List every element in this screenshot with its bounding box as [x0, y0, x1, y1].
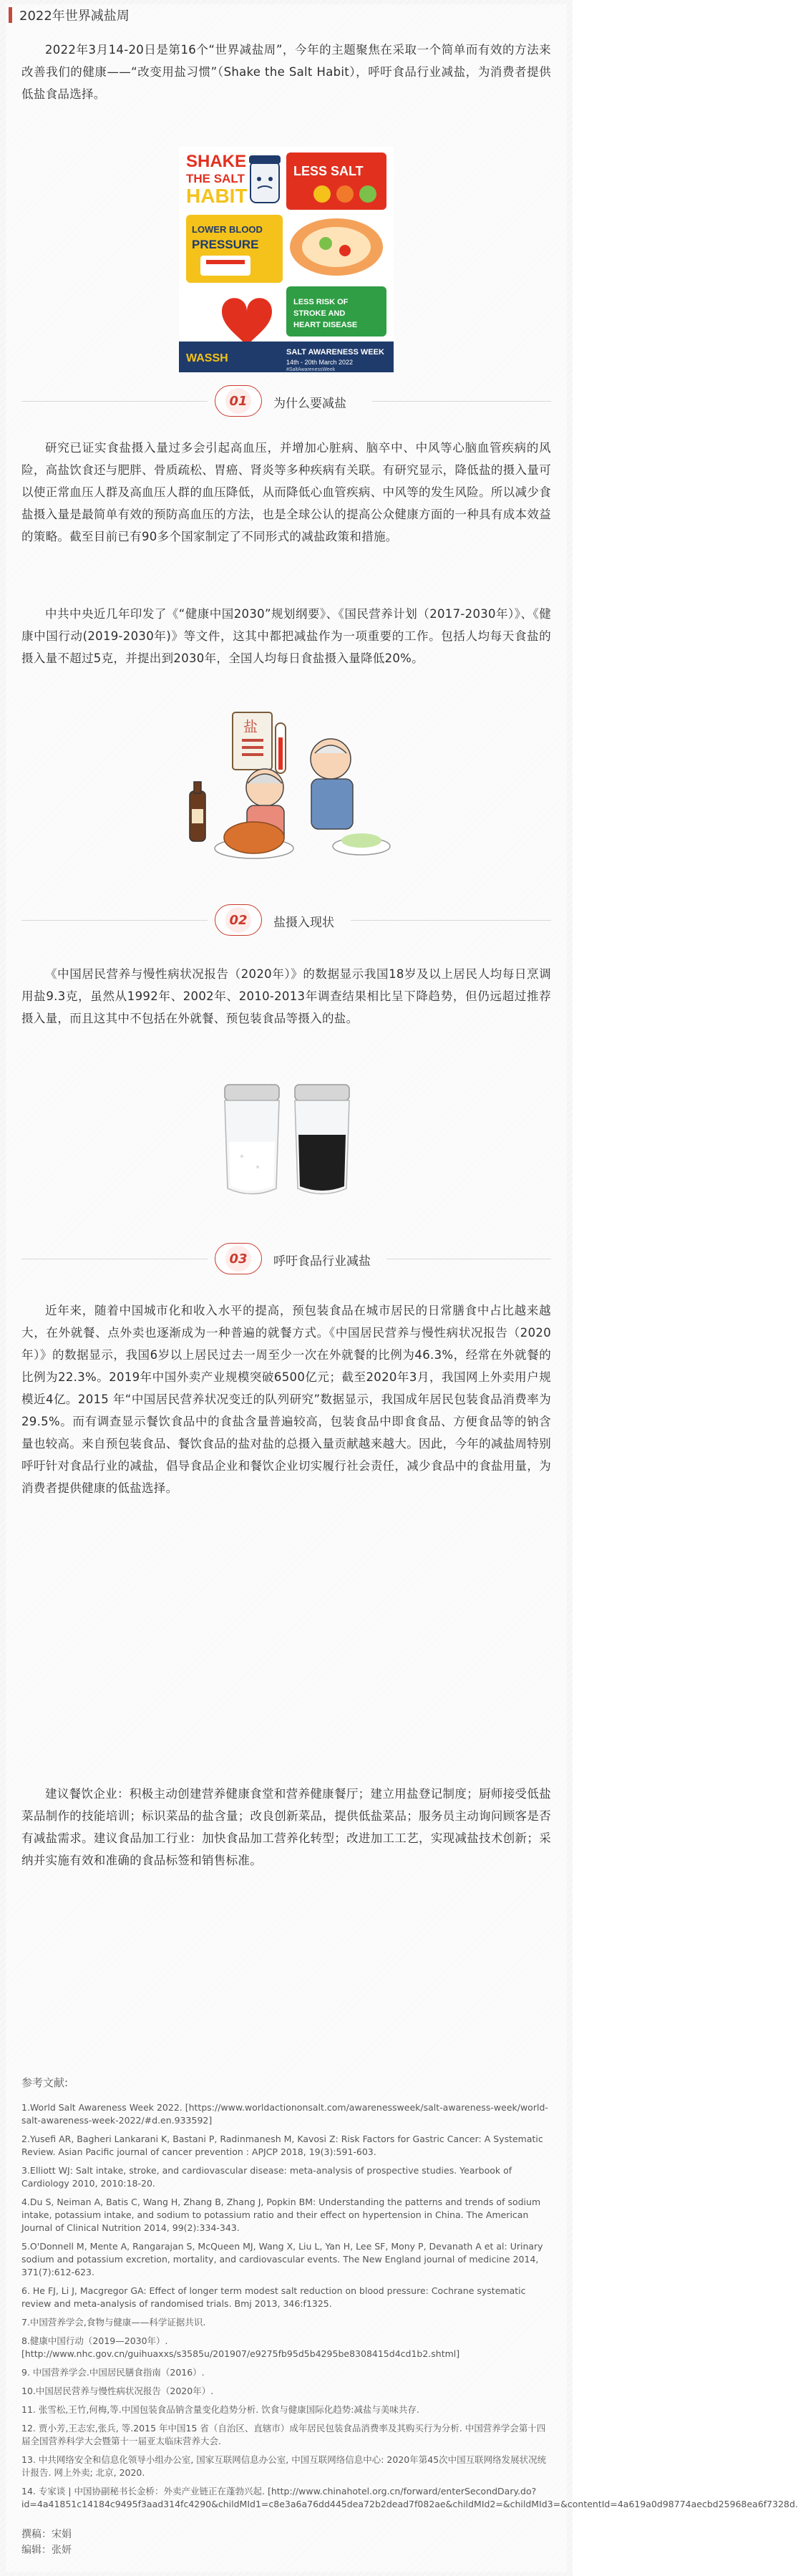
intro-paragraph: 2022年3月14-20日是第16个“世界减盐周”，今年的主题聚焦在采取一个简单而有效的方法来改善我们的健康——“改变用盐习惯”（Shake the Salt Habit），呼吁食品行业减盐，为消费者提供低盐食品选择。 [21, 43, 551, 101]
section-title: 为什么要减盐 [273, 397, 346, 411]
poster-less-salt: LESS SALT [293, 164, 364, 178]
elderly-couple-illustration [165, 709, 408, 859]
poster-hashtag: #SaltAwarenessWeek [286, 367, 336, 372]
reference-item: 1.World Salt Awareness Week 2022. [https://www.worldactiononsalt.com/awarenessweek/salt-awareness-week/world-salt-awareness-week-2022/#d.en.933592] [21, 2102, 548, 2126]
salt-sign-text: 盐 [243, 718, 258, 735]
reference-item: 2.Yusefi AR, Bagheri Lankarani K, Bastani P, Radinmanesh M, Kavosi Z: Risk Factors for Gastric Cancer: A Systematic Review. Asian Pacific journal of cancer prevention : APJCP 2018, 19(3):591-603. [21, 2134, 543, 2158]
divider-left [21, 920, 208, 921]
reference-item: 14. 专家谈 | 中国协副秘书长金桥：外卖产业链正在蓬勃兴起. [http://www.chinahotel.org.cn/forward/enterSecondDary.do?id=4a41851c14184c9495f3aad314fc4290&childMId1=c8e3a6a76dd445dea72b2dead7f082ae&childMId2=&childMId3=&contentId=4a619a0d98774aecbd25968ea6f7328d. [21, 2486, 798, 2510]
poster-less-risk-3: HEART DISEASE [293, 321, 358, 329]
poster-pressure: PRESSURE [192, 238, 259, 251]
section-number: 01 [225, 388, 251, 414]
reference-item: 6. He FJ, Li J, Macgregor GA: Effect of longer term modest salt reduction on blood pressure: Cochrane systematic review and meta-analysis of randomised trials. Bmj 2013, 346:f1325. [21, 2285, 526, 2310]
reference-item: 10.中国居民营养与慢性病状况报告（2020年）. [21, 2386, 214, 2396]
section-01-header [0, 379, 573, 422]
references-title: 参考文献: [21, 2076, 69, 2089]
poster-shake: SHAKE [186, 152, 247, 171]
section-title: 呼吁食品行业减盐 [273, 1254, 371, 1269]
poster-less-risk-2: STROKE AND [293, 309, 346, 318]
section-01-paragraph-2: 中共中央近几年印发了《“健康中国2030”规划纲要》、《国民营养计划（2017-2030年）》、《健康中国行动(2019-2030年)》等文件，这其中都把减盐作为一项重要的工作。包括人均每天食盐的摄入量不超过5克，并提出到2030年，全国人均每日食盐摄入量降低20%。 [21, 607, 551, 665]
divider-left [21, 401, 208, 402]
section-01-paragraph-1: 研究已证实食盐摄入量过多会引起高血压，并增加心脏病、脑卒中、中风等心脑血管疾病的风险，高盐饮食还与肥胖、骨质疏松、胃癌、肾炎等多种疾病有关联。有研究显示，降低盐的摄入量可以使正常血压人群及高血压人群的血压降低，从而降低心血管疾病、中风等的发生风险。所以减少食盐摄入量是最简单有效的预防高血压的方法，也是全球公认的提高公众健康方面的一种具有成本效益的策略。截至目前已有90多个国家制定了不同形式的减盐政策和措施。 [21, 441, 551, 543]
header-accent-bar [9, 7, 12, 23]
reference-item: 12. 贾小芳,王志宏,张兵, 等.2015 年中国15 省（自治区、直辖市）成年居民包装食品消费率及其购买行为分析. 中国营养学会第十四届全国营养科学大会暨第十一届亚太临床营养大会. [21, 2423, 546, 2447]
reference-item: 8.健康中国行动（2019—2030年）. [http://www.nhc.gov.cn/guihuaxxs/s3585u/201907/e9275fb95d5b4295be8308415d4cd1b2.shtml] [21, 2335, 460, 2360]
poster-the-salt: THE SALT [186, 172, 245, 185]
salt-shakers-illustration [208, 1063, 365, 1206]
salt-awareness-poster [179, 147, 394, 372]
poster-week: SALT AWARENESS WEEK [286, 348, 384, 357]
footer-editor: 编辑：张妍 [21, 2544, 72, 2556]
section-title: 盐摄入现状 [273, 916, 334, 930]
section-02-header [0, 899, 573, 941]
section-number-badge [215, 904, 262, 936]
section-number-badge [215, 385, 262, 417]
section-03-header [0, 1237, 573, 1280]
section-number: 02 [225, 907, 251, 933]
reference-item: 13. 中共网络安全和信息化领导小组办公室, 国家互联网信息办公室, 中国互联网络信息中心: 2020年第45次中国互联网络发展状况统计报告. 网上外卖; 北京, 2020. [21, 2454, 547, 2479]
poster-dates: 14th - 20th March 2022 [286, 359, 354, 366]
reference-item: 5.O'Donnell M, Mente A, Rangarajan S, McQueen MJ, Wang X, Liu L, Yan H, Lee SF, Mony P, Devanath A et al: Urinary sodium and potassium excretion, mortality, and cardiovascular events. The New England journal of medicine 2014, 371(7):612-623. [21, 2241, 543, 2278]
poster-less-risk-1: LESS RISK OF [293, 298, 349, 306]
reference-item: 11. 张雪松,王竹,何梅,等.中国包装食品钠含量变化趋势分析. 饮食与健康国际化趋势:减盐与美味共存. [21, 2404, 419, 2415]
divider-right [351, 920, 551, 921]
reference-item: 3.Elliott WJ: Salt intake, stroke, and cardiovascular disease: meta-analysis of prospective studies. Yearbook of Cardiology 2010, 2010:18-20. [21, 2165, 512, 2189]
section-03-paragraph-2: 建议餐饮企业：积极主动创建营养健康食堂和营养健康餐厅；建立用盐登记制度；厨师接受低盐菜品制作的技能培训；标识菜品的盐含量；改良创新菜品，提供低盐菜品；服务员主动询问顾客是否有减盐需求。建议食品加工行业：加快食品加工营养化转型；改进加工工艺，实现减盐技术创新；采纳并实施有效和准确的食品标签和销售标准。 [21, 1787, 551, 1867]
reference-item: 7.中国营养学会,食物与健康——科学证据共识. [21, 2317, 206, 2328]
poster-lower-blood: LOWER BLOOD [192, 224, 263, 235]
divider-right [372, 401, 551, 402]
reference-item: 9. 中国营养学会.中国居民膳食指南（2016）. [21, 2367, 205, 2378]
header-bar [6, 4, 567, 26]
article-title: 2022年世界减盐周 [19, 9, 130, 24]
poster-habit: HABIT [186, 185, 248, 207]
footer-writer: 撰稿：宋娟 [21, 2529, 72, 2540]
poster-wassh: WASSH [186, 352, 228, 364]
section-02-paragraph-1: 《中国居民营养与慢性病状况报告（2020年）》的数据显示我国18岁及以上居民人均每日烹调用盐9.3克，虽然从1992年、2002年、2010-2013年调查结果相比呈下降趋势，但仍远超过推荐摄入量，而且这其中不包括在外就餐、预包装食品等摄入的盐。 [21, 967, 551, 1025]
section-number-badge [215, 1243, 262, 1274]
section-number: 03 [225, 1246, 251, 1272]
section-03-paragraph-1: 近年来，随着中国城市化和收入水平的提高，预包装食品在城市居民的日常膳食中占比越来越大，在外就餐、点外卖也逐渐成为一种普遍的就餐方式。《中国居民营养与慢性病状况报告（2020年）》的数据显示，我国6岁以上居民过去一周至少一次在外就餐的比例为46.3%，经常在外就餐的比例为22.3%。2019年中国外卖产业规模突破6500亿元；截至2020年3月，我国网上外卖用户规模近4亿。2015 年“中国居民营养状况变迁的队列研究”数据显示，我国成年居民包装食品消费率为29.5%。而有调查显示餐饮食品中的食盐含量普遍较高，包装食品中即食食品、方便食品等的钠含量也较高。来自预包装食品、餐饮食品的盐对盐的总摄入量贡献越来越大。因此，今年的减盐周特别呼吁针对食品行业的减盐，倡导食品企业和餐饮企业切实履行社会责任，减少食品中的食盐用量，为消费者提供健康的低盐选择。 [21, 1304, 551, 1495]
reference-item: 4.Du S, Neiman A, Batis C, Wang H, Zhang B, Zhang J, Popkin BM: Understanding the patterns and trends of sodium intake, potassium intake, and sodium to potassium ratio and their effect on hypertension in China. The American Journal of Clinical Nutrition 2014, 99(2):334-343. [21, 2197, 541, 2234]
salt-shaker-illustration [249, 155, 281, 203]
